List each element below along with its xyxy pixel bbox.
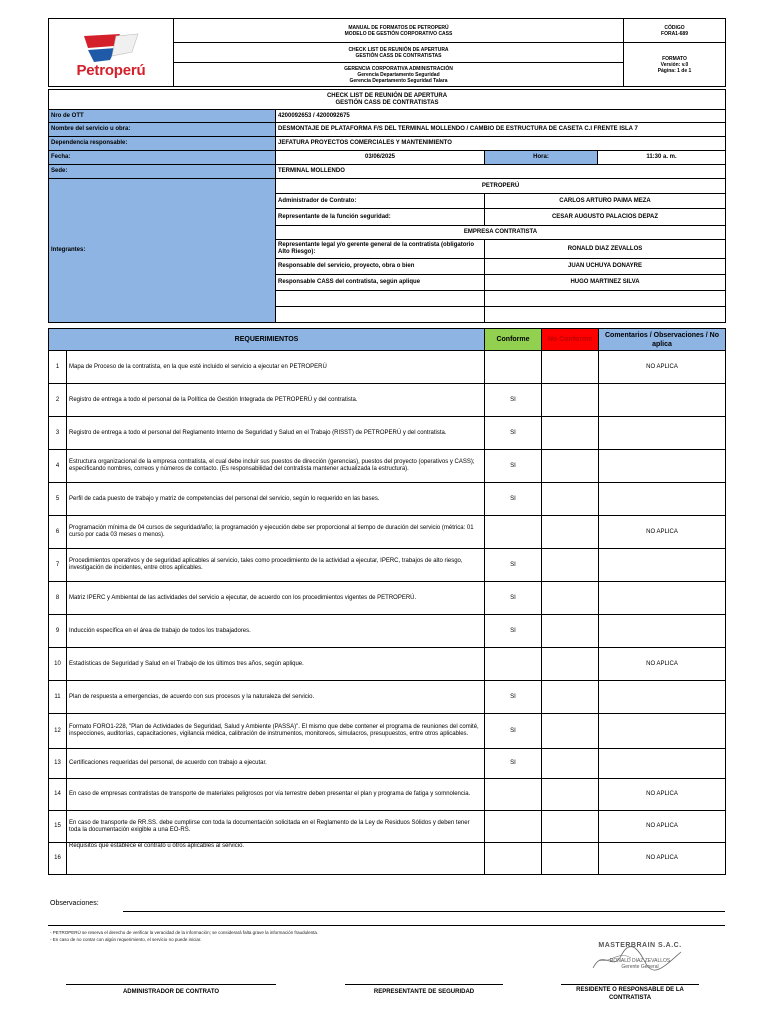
codigo-cell bbox=[624, 19, 726, 43]
servicio-value: DESMONTAJE DE PLATAFORMA F/S DEL TERMINAL MOLLENDO / CAMBIO DE ESTRUCTURA DE CASETA C.I FRENTE ISLA 7 bbox=[276, 123, 726, 137]
requirement-number: 7 bbox=[49, 549, 67, 582]
requirement-comentario: NO APLICA bbox=[599, 843, 726, 875]
form-title bbox=[49, 90, 726, 110]
resp-servicio-label: Responsable del servicio, proyecto, obra o bien bbox=[276, 259, 485, 275]
requirement-number: 13 bbox=[49, 749, 67, 779]
note-2: - En caso de no contar con algún requerimiento, el servicio no puede iniciar. bbox=[50, 937, 202, 942]
stamp-role: Gerente General bbox=[621, 964, 659, 970]
requirement-no-conforme bbox=[542, 714, 599, 749]
ott-label: Nro de OTT bbox=[49, 110, 276, 123]
requirement-no-conforme bbox=[542, 681, 599, 714]
dependencia-label: Dependencia responsable: bbox=[49, 137, 276, 151]
requirement-comentario: NO APLICA bbox=[599, 516, 726, 549]
requirement-no-conforme bbox=[542, 648, 599, 681]
admin-value: CARLOS ARTURO PAIMA MEZA bbox=[485, 194, 726, 209]
requirement-number: 15 bbox=[49, 811, 67, 843]
requirement-row bbox=[49, 351, 726, 384]
requirement-no-conforme bbox=[542, 615, 599, 648]
empresa-header: EMPRESA CONTRATISTA bbox=[276, 226, 726, 240]
gerencia-line1: GERENCIA CORPORATIVA ADMINISTRACIÓN bbox=[344, 65, 453, 72]
requirement-no-conforme bbox=[542, 549, 599, 582]
requirement-text: Plan de respuesta a emergencias, de acuerdo con sus procesos y la naturaleza del servicio. bbox=[67, 681, 485, 714]
requirement-comentario bbox=[599, 417, 726, 450]
requirement-no-conforme bbox=[542, 843, 599, 875]
dependencia-value: JEFATURA PROYECTOS COMERCIALES Y MANTENIMIENTO bbox=[276, 137, 726, 151]
requirement-comentario bbox=[599, 714, 726, 749]
gerencia-line3: Gerencia Departamento Seguridad Talara bbox=[349, 77, 448, 84]
fecha-value: 03/06/2025 bbox=[276, 151, 485, 165]
resp-servicio-value: JUAN UCHUYA DONAYRE bbox=[485, 259, 726, 275]
signature-admin-label: ADMINISTRADOR DE CONTRATO bbox=[122, 989, 220, 995]
requirement-conforme: SI bbox=[485, 483, 542, 516]
requirement-comentario bbox=[599, 483, 726, 516]
requirement-conforme: SI bbox=[485, 549, 542, 582]
requirement-conforme: SI bbox=[485, 615, 542, 648]
requirement-comentario bbox=[599, 681, 726, 714]
requirement-comentario: NO APLICA bbox=[599, 779, 726, 811]
requirement-no-conforme bbox=[542, 582, 599, 615]
requirement-text: Certificaciones requeridas del personal, de acuerdo con trabajo a ejecutar. bbox=[67, 749, 485, 779]
resp-cass-value: HUGO MARTINEZ SILVA bbox=[485, 275, 726, 291]
codigo-value: FORA1-689 bbox=[661, 30, 688, 37]
info-table bbox=[48, 89, 726, 323]
requirement-text: Registro de entrega a todo el personal de la Política de Gestión Integrada de PETROPERÚ y del contratista. bbox=[67, 384, 485, 417]
signature-residente-label: RESIDENTE O RESPONSABLE DE LA CONTRATISTA bbox=[576, 987, 684, 1001]
requirement-comentario: NO APLICA bbox=[599, 648, 726, 681]
requirement-no-conforme bbox=[542, 749, 599, 779]
requirement-conforme: SI bbox=[485, 384, 542, 417]
checklist-line1: CHECK LIST DE REUNIÓN DE APERTURA bbox=[348, 46, 449, 53]
requirement-text: Programación mínima de 04 cursos de seguridad/año; la programación y ejecución debe ser proporcional al tiempo de duración del servicio (métrica: 01 curso por cada 03 meses o menos). bbox=[67, 516, 485, 549]
requirement-no-conforme bbox=[542, 450, 599, 483]
document-header bbox=[48, 18, 726, 87]
requirement-text: Procedimientos operativos y de seguridad aplicables al servicio, tales como procedimiento de la actividad a ejecutar, IPERC, trabajos de alto riesgo, investigación de incidentes, entre otros aplicables. bbox=[67, 549, 485, 582]
requirement-row bbox=[49, 681, 726, 714]
signature-line-admin bbox=[66, 984, 276, 985]
requirement-row bbox=[49, 483, 726, 516]
requirement-number: 14 bbox=[49, 779, 67, 811]
requirement-conforme: SI bbox=[485, 681, 542, 714]
ott-value: 4200092653 / 4200092675 bbox=[276, 110, 726, 123]
resp-cass-label: Responsable CASS del contratista, según aplique bbox=[276, 275, 485, 291]
requirement-conforme bbox=[485, 648, 542, 681]
version-text: Versión: v.0 bbox=[660, 61, 689, 68]
requirement-row bbox=[49, 615, 726, 648]
rep-legal-label: Representante legal y/o gerente general de la contratista (obligatorio Alto Riesgo): bbox=[276, 240, 485, 259]
requirement-row bbox=[49, 779, 726, 811]
requirement-text: Inducción específica en el área de trabajo de todos los trabajadores. bbox=[67, 615, 485, 648]
requirement-row bbox=[49, 749, 726, 779]
pagina-text: Página: 1 de 1 bbox=[657, 67, 692, 74]
requirement-no-conforme bbox=[542, 417, 599, 450]
requirement-comentario: NO APLICA bbox=[599, 811, 726, 843]
requirement-row bbox=[49, 384, 726, 417]
requirement-no-conforme bbox=[542, 384, 599, 417]
fecha-label: Fecha: bbox=[49, 151, 276, 165]
requirement-row bbox=[49, 648, 726, 681]
sede-value: TERMINAL MOLLENDO bbox=[276, 165, 726, 179]
form-title-line2: GESTIÓN CASS DE CONTRATISTAS bbox=[335, 99, 439, 106]
no-conforme-header: No Conforme bbox=[542, 329, 599, 351]
requirement-number: 9 bbox=[49, 615, 67, 648]
formato-label: FORMATO bbox=[662, 55, 687, 62]
manual-title bbox=[174, 19, 624, 43]
blank-member-cell bbox=[485, 307, 726, 323]
note-1: - PETROPERÚ se reserva el derecho de verificar la veracidad de la información; se considerará falta grave la información fraudulenta. bbox=[50, 930, 319, 935]
requirement-number: 1 bbox=[49, 351, 67, 384]
requirement-conforme bbox=[485, 843, 542, 875]
requirement-text: Registro de entrega a todo el personal del Reglamento Interno de Seguridad y Salud en el Trabajo (RISST) de PETROPERÚ y del contratista. bbox=[67, 417, 485, 450]
requirement-number: 16 bbox=[49, 843, 67, 875]
requirement-number: 5 bbox=[49, 483, 67, 516]
observaciones-label: Observaciones: bbox=[50, 900, 99, 907]
requirement-text: Mapa de Proceso de la contratista, en la que esté incluido el servicio a ejecutar en PETROPERÚ bbox=[67, 351, 485, 384]
codigo-label: CÓDIGO bbox=[664, 24, 685, 31]
signature-line-seguridad bbox=[345, 984, 503, 985]
signature-line-residente bbox=[561, 984, 699, 985]
requirement-row bbox=[49, 811, 726, 843]
manual-line2: MODELO DE GESTIÓN CORPORATIVO CASS bbox=[344, 30, 453, 37]
requirement-text: Requisitos que establece el contrato u otros aplicables al servicio. bbox=[67, 843, 485, 875]
logo-text: Petroperú bbox=[76, 61, 146, 79]
requirement-conforme: SI bbox=[485, 450, 542, 483]
comentarios-header: Comentarios / Observaciones / No aplica bbox=[599, 329, 726, 351]
requirement-comentario bbox=[599, 582, 726, 615]
requirement-conforme bbox=[485, 779, 542, 811]
gerencia-cell bbox=[174, 63, 624, 87]
requirement-number: 4 bbox=[49, 450, 67, 483]
requirement-row bbox=[49, 516, 726, 549]
rep-legal-value: RONALD DIAZ ZEVALLOS bbox=[485, 240, 726, 259]
form-title-line1: CHECK LIST DE REUNIÓN DE APERTURA bbox=[326, 92, 448, 99]
requirement-row bbox=[49, 450, 726, 483]
requirement-conforme: SI bbox=[485, 417, 542, 450]
requirement-number: 11 bbox=[49, 681, 67, 714]
signature-seguridad-label: REPRESENTANTE DE SEGURIDAD bbox=[373, 989, 475, 995]
company-stamp bbox=[585, 938, 695, 978]
requirement-comentario bbox=[599, 549, 726, 582]
requirement-number: 12 bbox=[49, 714, 67, 749]
requirement-no-conforme bbox=[542, 516, 599, 549]
rep-seg-label: Representante de la función seguridad: bbox=[276, 209, 485, 226]
requirement-row bbox=[49, 549, 726, 582]
requirement-row bbox=[49, 714, 726, 749]
requirement-conforme bbox=[485, 811, 542, 843]
conforme-header: Conforme bbox=[485, 329, 542, 351]
servicio-label: Nombre del servicio u obra: bbox=[49, 123, 276, 137]
hora-value: 11:30 a. m. bbox=[598, 151, 726, 165]
integrantes-label: Integrantes: bbox=[49, 179, 276, 323]
formato-cell bbox=[624, 43, 726, 87]
requirement-text: En caso de empresas contratistas de transporte de materiales peligrosos por vía terrestre deben presentar el plan y programa de fatiga y somnolencia. bbox=[67, 779, 485, 811]
requirement-conforme: SI bbox=[485, 714, 542, 749]
admin-label: Administrador de Contrato: bbox=[276, 194, 485, 209]
requirement-no-conforme bbox=[542, 779, 599, 811]
checklist-title bbox=[174, 43, 624, 63]
requirements-body bbox=[49, 351, 726, 875]
requirement-text: Estructura organizacional de la empresa contratista, el cual debe incluir sus puestos de dirección (gerencias), puestos del proyecto (operativos y CASS); especificando nombres, correos y números de contacto. (Es responsabilidad del contratista mantener actualizada la estructura). bbox=[67, 450, 485, 483]
requirement-no-conforme bbox=[542, 811, 599, 843]
sede-label: Sede: bbox=[49, 165, 276, 179]
rep-seg-value: CESAR AUGUSTO PALACIOS DEPAZ bbox=[485, 209, 726, 226]
requirement-text: Formato FORO1-228, "Plan de Actividades de Seguridad, Salud y Ambiente (PASSA)". El mismo que debe contener el programa de reuniones del comité, inspecciones, auditorías, capacitaciones, vigilancia médica, calibración de instrumentos, monitoreos, simulacros, presupuestos, entre otros aplicables. bbox=[67, 714, 485, 749]
requirement-number: 2 bbox=[49, 384, 67, 417]
requerimientos-header: REQUERIMIENTOS bbox=[49, 329, 485, 351]
manual-line1: MANUAL DE FORMATOS DE PETROPERÚ bbox=[348, 24, 449, 31]
requirement-row bbox=[49, 582, 726, 615]
blank-member-cell bbox=[485, 291, 726, 307]
requirement-comentario bbox=[599, 450, 726, 483]
logo-cell bbox=[49, 19, 174, 87]
petroperu-header: PETROPERÚ bbox=[276, 179, 726, 194]
requirement-comentario bbox=[599, 615, 726, 648]
gerencia-line2: Gerencia Departamento Seguridad bbox=[357, 71, 440, 78]
requirement-conforme bbox=[485, 351, 542, 384]
requirement-number: 10 bbox=[49, 648, 67, 681]
requirement-conforme bbox=[485, 516, 542, 549]
requirement-number: 6 bbox=[49, 516, 67, 549]
requirement-number: 3 bbox=[49, 417, 67, 450]
requirement-conforme: SI bbox=[485, 582, 542, 615]
stamp-name: RONALD DIAZ ZEVALLOS bbox=[609, 958, 671, 964]
requirement-row bbox=[49, 417, 726, 450]
requirement-comentario bbox=[599, 384, 726, 417]
requirements-table bbox=[48, 328, 726, 875]
blank-member-cell bbox=[276, 291, 485, 307]
separator-line bbox=[48, 925, 725, 926]
requirement-conforme: SI bbox=[485, 749, 542, 779]
blank-member-cell bbox=[276, 307, 485, 323]
requirement-no-conforme bbox=[542, 351, 599, 384]
stamp-company: MASTERBRAIN S.A.C. bbox=[598, 942, 682, 949]
requirement-comentario bbox=[599, 749, 726, 779]
hora-label: Hora: bbox=[485, 151, 598, 165]
requirement-text: Matriz IPERC y Ambiental de las actividades del servicio a ejecutar, de acuerdo con los procedimientos vigentes de PETROPERÚ. bbox=[67, 582, 485, 615]
observaciones-line bbox=[123, 911, 725, 912]
requirement-no-conforme bbox=[542, 483, 599, 516]
requirement-comentario: NO APLICA bbox=[599, 351, 726, 384]
checklist-line2: GESTIÓN CASS DE CONTRATISTAS bbox=[355, 52, 442, 59]
requirement-text: En caso de transporte de RR.SS. debe cumplirse con toda la documentación solicitada en el Reglamento de la Ley de Residuos Sólidos y deben tener toda la documentación exigible a una EO-RS. bbox=[67, 811, 485, 843]
requirement-number: 8 bbox=[49, 582, 67, 615]
requirement-text: Perfil de cada puesto de trabajo y matriz de competencias del personal del servicio, según lo requerido en las bases. bbox=[67, 483, 485, 516]
requirement-row bbox=[49, 843, 726, 875]
requirement-text: Estadísticas de Seguridad y Salud en el Trabajo de los últimos tres años, según aplique. bbox=[67, 648, 485, 681]
